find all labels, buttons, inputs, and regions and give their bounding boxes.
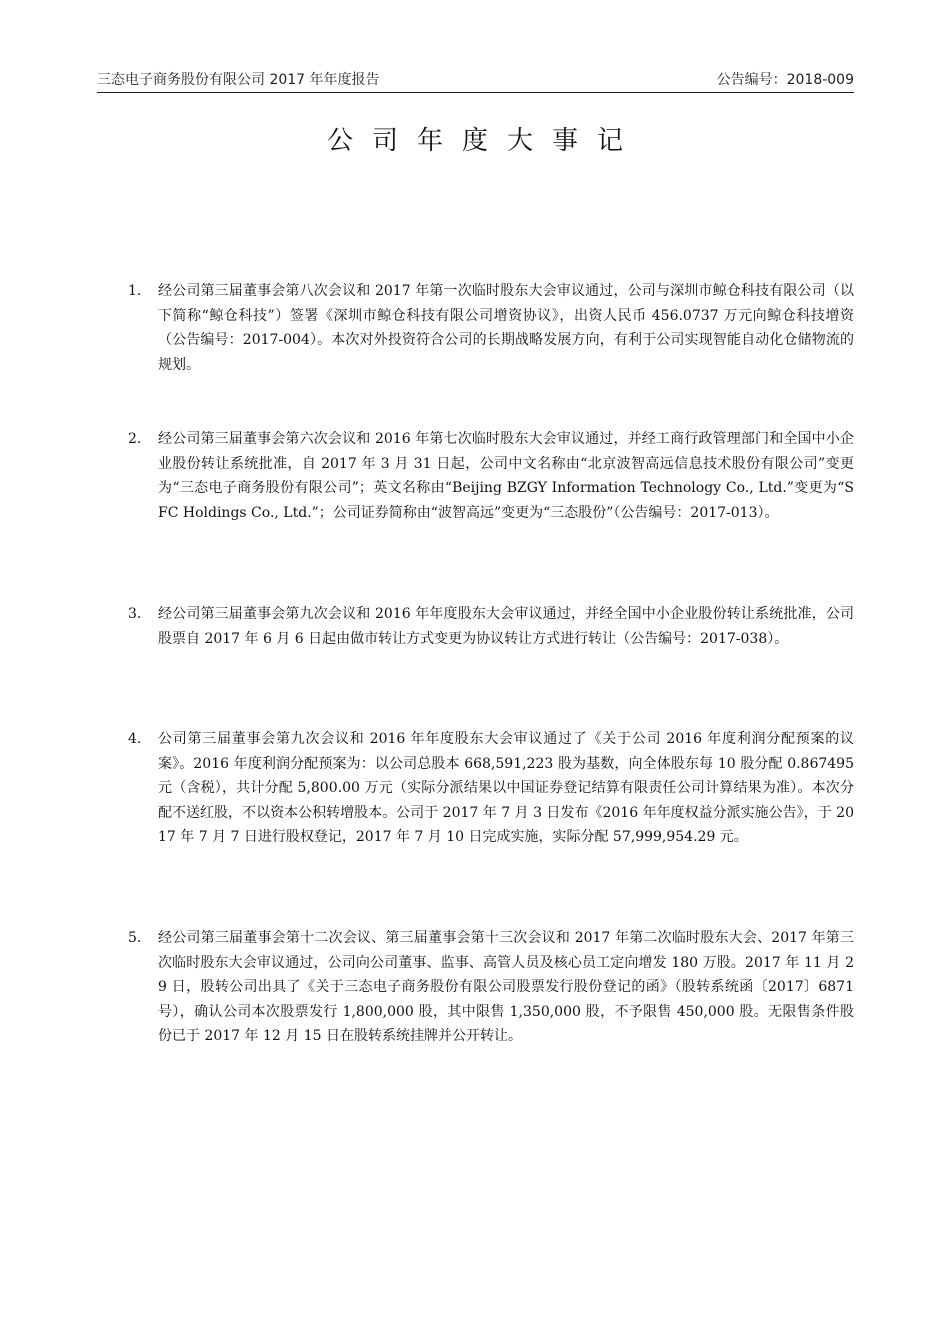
report-title: 三态电子商务股份有限公司 2017 年年度报告 [97,72,380,88]
item-number: 1. [128,283,142,299]
item-number: 4. [128,731,142,747]
page-header [97,70,854,93]
item-text: 经公司第三届董事会第八次会议和 2017 年第一次临时股东大会审议通过，公司与深圳市鲸仓科技有限公司（以下简称“鲸仓科技”）签署《深圳市鲸仓科技有限公司增资协议》，出资人民币 456.0737 万元向鲸仓科技增资（公告编号：2017-004）。本次对外投资符合公司的长期战略发展方向，有利于公司实现智能自动化仓储物流的规划。 [158,283,854,373]
item-number: 5. [128,930,142,946]
item-text: 经公司第三届董事会第九次会议和 2016 年年度股东大会审议通过，并经全国中小企业股份转让系统批准，公司股票自 2017 年 6 月 6 日起由做市转让方式变更为协议转让方式进行转让（公告编号：2017-038）。 [158,606,854,647]
page-title: 公司年度大事记 [326,126,642,156]
item-number: 2. [128,431,142,447]
item-text: 经公司第三届董事会第十二次会议、第三届董事会第十三次会议和 2017 年第二次临时股东大会、2017 年第三次临时股东大会审议通过，公司向公司董事、监事、高管人员及核心员工定向增发 180 万股。2017 年 11 月 29 日，股转公司出具了《关于三态电子商务股份有限公司股票发行股份登记的函》（股转系统函〔2017〕6871 号），确认公司本次股票发行 1,800,000 股，其中限售 1,350,000 股，不予限售 450,000 股。无限售条件股份已于 2017 年 12 月 15 日在股转系统挂牌并公开转让。 [158,930,854,1044]
item-text: 公司第三届董事会第九次会议和 2016 年年度股东大会审议通过了《关于公司 2016 年度利润分配预案的议案》。2016 年度利润分配预案为：以公司总股本 668,591,223 股为基数，向全体股东每 10 股分配 0.867495 元（含税），共计分配 5,800.00 万元（实际分派结果以中国证券登记结算有限责任公司计算结果为准）。本次分配不送红股，不以资本公积转增股本。公司于 2017 年 7 月 3 日发布《2016 年年度权益分派实施公告》，于 2017 年 7 月 7 日进行股权登记，2017 年 7 月 10 日完成实施，实际分配 57,999,954.29 元。 [158,731,854,845]
item-text: 经公司第三届董事会第六次会议和 2016 年第七次临时股东大会审议通过，并经工商行政管理部门和全国中小企业股份转让系统批准，自 2017 年 3 月 31 日起，公司中文名称由“北京波智高远信息技术股份有限公司”变更为“三态电子商务股份有限公司”；英文名称由“Beijing BZGY Information Technology Co., Ltd.”变更为“SFC Holdings Co., Ltd.”；公司证券简称由“波智高远”变更为“三态股份”（公告编号：2017-013）。 [158,431,854,521]
item-number: 3. [128,606,142,622]
announcement-number: 公告编号：2018-009 [716,72,854,88]
